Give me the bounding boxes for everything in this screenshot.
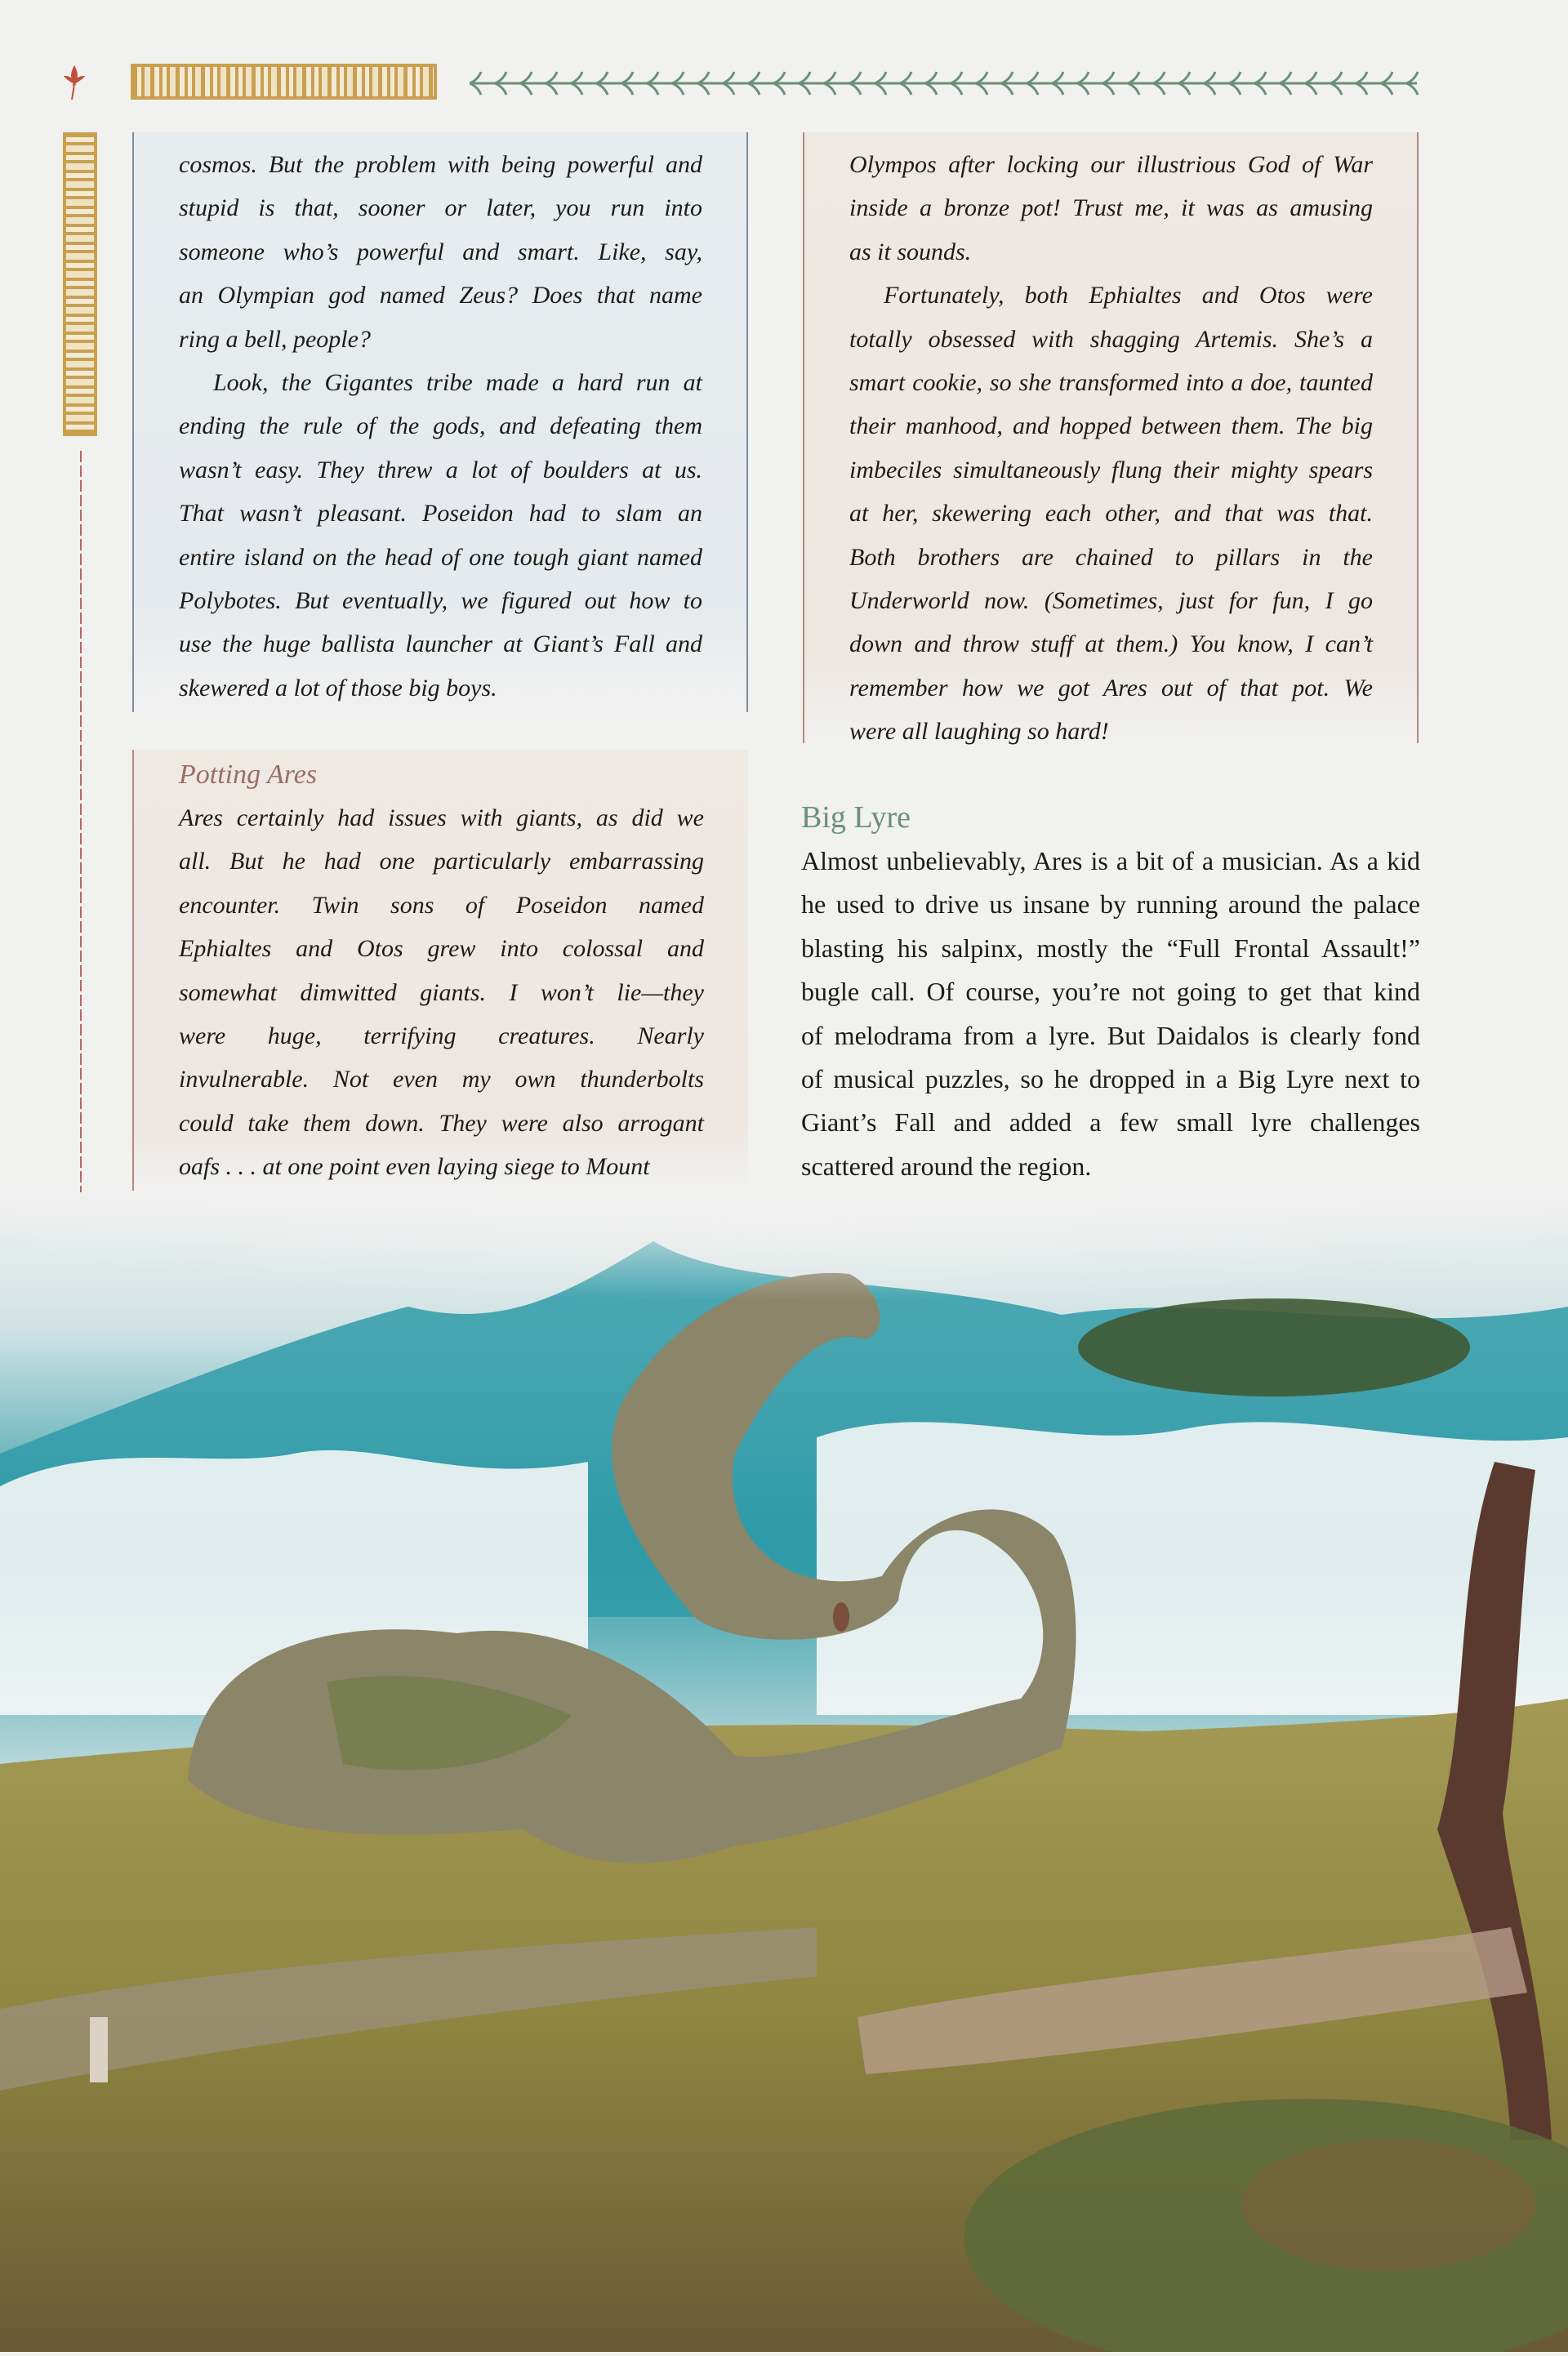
text-line: That wasn’t pleasant. Poseidon had to slam an (179, 500, 702, 528)
vine-leaf (849, 72, 861, 83)
vine-leaf (900, 72, 911, 83)
text-line: totally obsessed with shagging Artemis. She’s a (849, 325, 1373, 353)
vine-leaf (1128, 83, 1139, 95)
vine-leaf (875, 83, 886, 95)
vine-leaf (748, 72, 760, 83)
vine-leaf (748, 83, 760, 95)
vine-leaf (1128, 72, 1139, 83)
laurel-vine (470, 69, 1421, 98)
vine-leaf (951, 72, 962, 83)
section-big-lyre (801, 796, 1420, 1188)
vine-leaf (976, 83, 987, 95)
text-line: as it sounds. (849, 238, 972, 265)
vine-leaf (1356, 83, 1367, 95)
vine-leaf (900, 83, 911, 95)
vine-leaf (1178, 83, 1190, 95)
vine-leaf (773, 83, 785, 95)
vine-leaf (520, 83, 532, 95)
text-line: he used to drive us insane by running around the palace (801, 889, 1420, 920)
vine-leaf (1077, 83, 1089, 95)
vine-leaf (976, 72, 987, 83)
vine-leaf (1027, 83, 1038, 95)
flower-ornament-icon (64, 65, 85, 101)
vine-leaf (1330, 83, 1342, 95)
text-line: use the huge ballista launcher at Giant’s Fall and (179, 630, 702, 658)
vine-leaf (1001, 72, 1013, 83)
vine-leaf (925, 83, 937, 95)
vine-leaf (824, 83, 835, 95)
vine-leaf (1204, 72, 1215, 83)
text-line: down and throw stuff at them.) You know, I can’t (849, 630, 1373, 658)
text-line: Polybotes. But eventually, we figured out how to (179, 586, 702, 614)
vine-leaf (1001, 83, 1013, 95)
vine-leaf (723, 83, 734, 95)
text-line: all. But he had one particularly embarrassing (179, 848, 704, 875)
vine-leaf (1052, 72, 1063, 83)
text-line: stupid is that, sooner or later, you run into (179, 194, 702, 222)
vine-leaf (546, 72, 557, 83)
vine-leaf (672, 72, 684, 83)
text-line: entire island on the head of one tough giant named (179, 543, 702, 571)
vine-leaf (1305, 83, 1316, 95)
text-line: ending the rule of the gods, and defeating them (179, 412, 702, 440)
vine-leaf (1178, 72, 1190, 83)
sidebar-potting-ares (132, 750, 748, 1191)
vine-leaf (1204, 83, 1215, 95)
vine-leaf (697, 83, 709, 95)
text-line: invulnerable. Not even my own thunderbolts (179, 1066, 704, 1093)
vine-leaf (925, 72, 937, 83)
vine-leaf (799, 83, 810, 95)
greek-key-border (131, 64, 437, 100)
text-line: Both brothers are chained to pillars in the (849, 543, 1373, 571)
text-line: blasting his salpinx, mostly the “Full Frontal Assault!” (801, 933, 1420, 963)
vine-leaf (723, 72, 734, 83)
giant-statue-illustration (0, 1192, 1568, 2352)
vine-leaf (1280, 72, 1291, 83)
quote-panel-ephialtes-otos (803, 132, 1419, 746)
vine-leaf (621, 72, 633, 83)
text-line: Underworld now. (Sometimes, just for fun, I go (849, 586, 1373, 614)
text-line: at her, skewering each other, and that was that. (849, 500, 1373, 528)
vine-leaf (1153, 72, 1165, 83)
text-line: an Olympian god named Zeus? Does that name (179, 282, 702, 310)
vine-leaf (1330, 72, 1342, 83)
vine-leaf (1280, 83, 1291, 95)
text-line: Fortunately, both Ephialtes and Otos were (884, 282, 1373, 310)
vine-leaf (621, 83, 633, 95)
vine-leaf (773, 72, 785, 83)
vine-leaf (1406, 72, 1418, 83)
text-line: Almost unbelievably, Ares is a bit of a musician. As a kid (801, 846, 1420, 875)
text-line: Ares certainly had issues with giants, as did we (179, 804, 704, 831)
text-line: Olympos after locking our illustrious God of War (849, 151, 1373, 178)
vine-leaf (824, 72, 835, 83)
vine-leaf (647, 72, 658, 83)
vine-leaf (1102, 83, 1114, 95)
vine-leaf (1027, 72, 1038, 83)
text-line: cosmos. But the problem with being powerful and (179, 151, 702, 178)
vine-leaf (520, 72, 532, 83)
vine-leaf (596, 72, 608, 83)
vine-leaf (1254, 83, 1266, 95)
text-line: somewhat dimwitted giants. I won’t lie—they (179, 978, 704, 1006)
section-heading-big-lyre: Big Lyre (801, 800, 911, 835)
vine-leaf (571, 72, 582, 83)
vine-leaf (596, 83, 608, 95)
vine-leaf (1305, 72, 1316, 83)
text-line: were huge, terrifying creatures. Nearly (179, 1022, 704, 1049)
vine-leaf (1254, 72, 1266, 83)
vine-leaf (951, 83, 962, 95)
text-line: skewered a lot of those big boys. (179, 674, 497, 701)
vine-leaf (799, 72, 810, 83)
text-line: oafs . . . at one point even laying siege to Mount (179, 1153, 650, 1181)
vine-leaf (495, 72, 506, 83)
vine-leaf (1153, 83, 1165, 95)
vine-leaf (697, 72, 709, 83)
vine-leaf (1381, 72, 1392, 83)
section-heading-potting-ares: Potting Ares (179, 759, 318, 790)
greek-key-vertical-border (63, 132, 97, 436)
vine-leaf (1406, 83, 1418, 95)
text-line: of melodrama from a lyre. But Daidalos is clearly fond (801, 1020, 1420, 1050)
text-line: imbeciles simultaneously flung their mighty spears (849, 456, 1373, 483)
text-line: ring a bell, people? (179, 325, 371, 353)
vine-leaf (1229, 83, 1241, 95)
vine-leaf (1077, 72, 1089, 83)
text-line: Ephialtes and Otos grew into colossal and (179, 935, 704, 963)
text-line: could take them down. They were also arrogant (179, 1109, 704, 1137)
vine-leaf (1229, 72, 1241, 83)
text-line: remember how we got Ares out of that pot. We (849, 674, 1373, 701)
text-line: Giant’s Fall and added a few small lyre challenges (801, 1107, 1420, 1138)
vine-leaf (1356, 72, 1367, 83)
vine-leaf (495, 83, 506, 95)
text-line: inside a bronze pot! Trust me, it was as amusing (849, 194, 1373, 222)
vine-leaf (470, 72, 481, 83)
vine-leaf (647, 83, 658, 95)
text-line: smart cookie, so she transformed into a doe, taunted (849, 368, 1373, 396)
text-line: encounter. Twin sons of Poseidon named (179, 891, 704, 919)
quote-panel-gigantes (132, 132, 748, 712)
text-line: someone who’s powerful and smart. Like, say, (179, 238, 702, 265)
text-line: were all laughing so hard! (849, 718, 1109, 746)
text-line: wasn’t easy. They threw a lot of boulders at us. (179, 456, 702, 483)
vine-leaf (849, 83, 861, 95)
vine-leaf (546, 83, 557, 95)
text-line: bugle call. Of course, you’re not going to get that kind (801, 977, 1420, 1007)
vine-leaf (1102, 72, 1114, 83)
vine-leaf (1381, 83, 1392, 95)
vine-leaf (571, 83, 582, 95)
vine-leaf (672, 83, 684, 95)
text-line: scattered around the region. (801, 1151, 1092, 1181)
vine-leaf (1052, 83, 1063, 95)
vine-leaf (470, 83, 481, 95)
text-line: of musical puzzles, so he dropped in a Big Lyre next to (801, 1063, 1420, 1093)
text-line: Look, the Gigantes tribe made a hard run at (213, 368, 702, 396)
vine-leaf (875, 72, 886, 83)
text-line: their manhood, and hopped between them. The big (849, 412, 1373, 440)
